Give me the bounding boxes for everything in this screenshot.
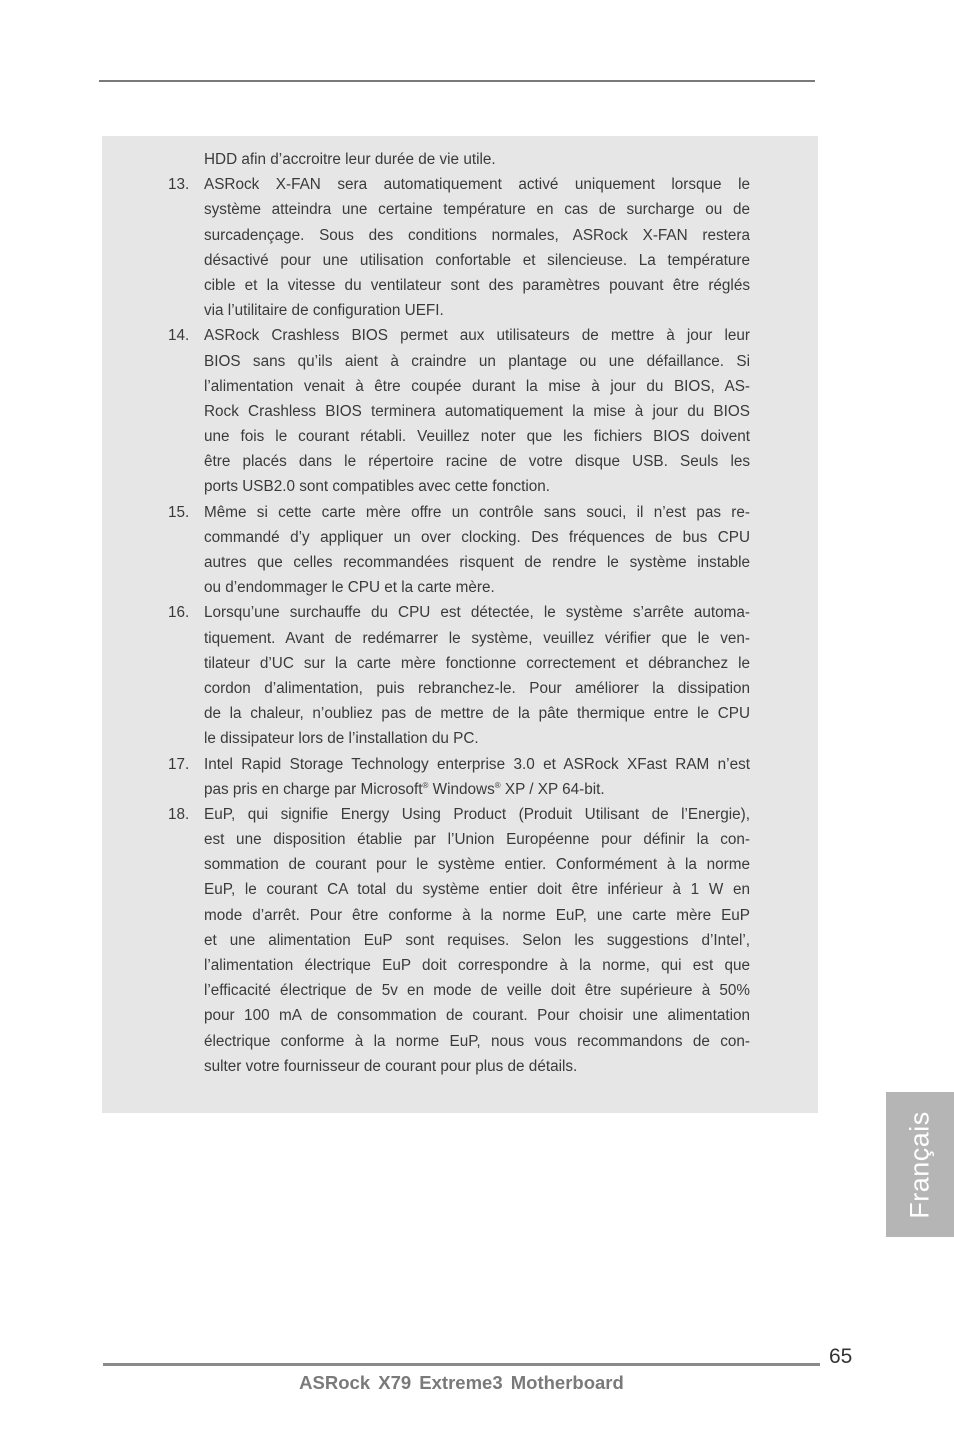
line-text: ou d’endommager le CPU et la carte mère. (204, 579, 495, 597)
item-number: 16. (168, 604, 190, 622)
text-line (168, 953, 750, 978)
list-item-start (168, 500, 750, 525)
text-line (168, 877, 750, 902)
line-text: sulter votre fournisseur de courant pour plus de détails. (204, 1057, 578, 1075)
line-text: tilateur d’UC sur la carte mère fonctionne correctement et débranchez le (204, 654, 750, 672)
text-line (168, 550, 750, 575)
text-line (168, 248, 750, 273)
text-line (168, 701, 750, 726)
line-text: sommation de courant pour le système entier. Conformément à la norme (204, 856, 750, 874)
top-divider (99, 80, 815, 82)
line-text: autres que celles recommandées risquent de rendre le système instable (204, 554, 750, 571)
text-line (168, 525, 750, 550)
line-text: être placés dans le répertoire racine de votre disque USB. Seuls les (204, 453, 750, 471)
list-item-start (168, 802, 750, 827)
line-text: HDD afin d’accroitre leur durée de vie utile. (204, 151, 496, 168)
line-text: le dissipateur lors de l’installation du PC. (204, 730, 479, 748)
line-text: ASRock X-FAN sera automatiquement activé uniquement lorsque le (204, 176, 750, 194)
footer-divider (103, 1363, 820, 1366)
text-line (168, 1003, 750, 1028)
item-number: 18. (168, 805, 190, 823)
text-line (168, 676, 750, 701)
line-text: l’alimentation venait à être coupée durant la mise à jour du BIOS, AS- (204, 377, 750, 395)
list-item-start (168, 172, 750, 197)
line-text: BIOS sans qu’ils aient à craindre un plantage ou une défaillance. Si (204, 352, 750, 370)
line-text: ports USB2.0 sont compatibles avec cette fonction. (204, 478, 551, 496)
item-number: 13. (168, 176, 190, 194)
list-item-start (168, 600, 750, 625)
text-line (168, 349, 750, 374)
text-line (168, 1029, 750, 1054)
text-line (168, 273, 750, 298)
text-line (168, 928, 750, 953)
text-line (168, 147, 750, 172)
line-text: et une alimentation EuP sont requises. Selon les suggestions d’Intel’, (204, 931, 750, 949)
line-text: Rock Crashless BIOS terminera automatiquement la mise à jour du BIOS (204, 402, 750, 420)
line-text: électrique conforme à la norme EuP, nous vous recommandons de con- (204, 1032, 750, 1050)
list-item-start (168, 752, 750, 777)
line-text: est une disposition établie par l’Union Européenne pour définir la con- (204, 831, 750, 849)
page-number: 65 (829, 1345, 853, 1368)
text-line (168, 903, 750, 928)
text-line (168, 374, 750, 399)
text-line (168, 298, 750, 323)
line-text: tiquement. Avant de redémarrer le système, veuillez vérifier que le ven- (204, 629, 750, 647)
registered-mark: ® (494, 780, 501, 790)
line-text: EuP, qui signifie Energy Using Product (Produit Utilisant de l’Energie), (204, 805, 750, 823)
line-text: EuP, le courant CA total du système entier doit être inférieur à 1 W en (204, 881, 750, 899)
text-line (168, 777, 750, 802)
registered-mark: ® (422, 780, 429, 790)
item-number: 14. (168, 327, 190, 345)
line-text: l’alimentation électrique EuP doit correspondre à la norme, qui est que (204, 957, 750, 974)
text-line (168, 575, 750, 600)
notes-list (168, 147, 750, 1079)
line-text: désactivé pour une utilisation confortable et silencieuse. La température (204, 251, 750, 269)
line-text: surcadençage. Sous des conditions normales, ASRock X-FAN restera (204, 226, 750, 244)
line-text: Intel Rapid Storage Technology enterprise 3.0 et ASRock XFast RAM n’est (204, 755, 750, 773)
footer-title: ASRock X79 Extreme3 Motherboard (299, 1372, 624, 1393)
line-text: l’efficacité électrique de 5v en mode de veille doit être supérieure à 50% (204, 982, 750, 1000)
text-line (168, 474, 750, 499)
item-number: 17. (168, 755, 190, 773)
text-line (168, 424, 750, 449)
text-line (168, 197, 750, 222)
text-line (168, 827, 750, 852)
item-number: 15. (168, 503, 190, 521)
text-line (168, 852, 750, 877)
text-line (168, 726, 750, 751)
line-text: une fois le courant rétabli. Veuillez noter que les fichiers BIOS doivent (204, 428, 750, 446)
list-item-start (168, 323, 750, 348)
line-text: cordon d’alimentation, puis rebranchez-le. Pour améliorer la dissipation (204, 679, 750, 697)
line-text: ASRock Crashless BIOS permet aux utilisateurs de mettre à jour leur (204, 327, 750, 345)
line-text: via l’utilitaire de configuration UEFI. (204, 302, 444, 320)
text-line (168, 651, 750, 676)
text-line (168, 978, 750, 1003)
text-line (168, 626, 750, 651)
line-text: mode d’arrêt. Pour être conforme à la norme EuP, une carte mère EuP (204, 906, 750, 924)
text-segment: Windows (428, 780, 495, 798)
language-tab-label: Français (904, 1110, 935, 1219)
line-text: cible et la vitesse du ventilateur sont des paramètres pouvant être réglés (204, 276, 750, 294)
line-text (204, 777, 750, 802)
text-line (168, 449, 750, 474)
line-text: Même si cette carte mère offre un contrôle sans souci, il n’est pas re- (204, 503, 750, 521)
text-segment: XP / XP 64-bit. (500, 780, 605, 798)
text-segment: pas pris en charge par Microsoft (204, 780, 423, 798)
text-line (168, 399, 750, 424)
text-line (168, 223, 750, 248)
line-text: Lorsqu’une surchauffe du CPU est détectée, le système s’arrête automa- (204, 604, 750, 622)
line-text: pour 100 mA de consommation de courant. Pour choisir une alimentation (204, 1007, 750, 1025)
line-text: de la chaleur, n’oubliez pas de mettre de la pâte thermique entre le CPU (204, 705, 750, 723)
text-line (168, 1054, 750, 1079)
line-text: commandé d’y appliquer un over clocking. Des fréquences de bus CPU (204, 528, 750, 546)
language-tab (886, 1092, 954, 1237)
line-text: système atteindra une certaine température en cas de surcharge ou de (204, 201, 750, 219)
